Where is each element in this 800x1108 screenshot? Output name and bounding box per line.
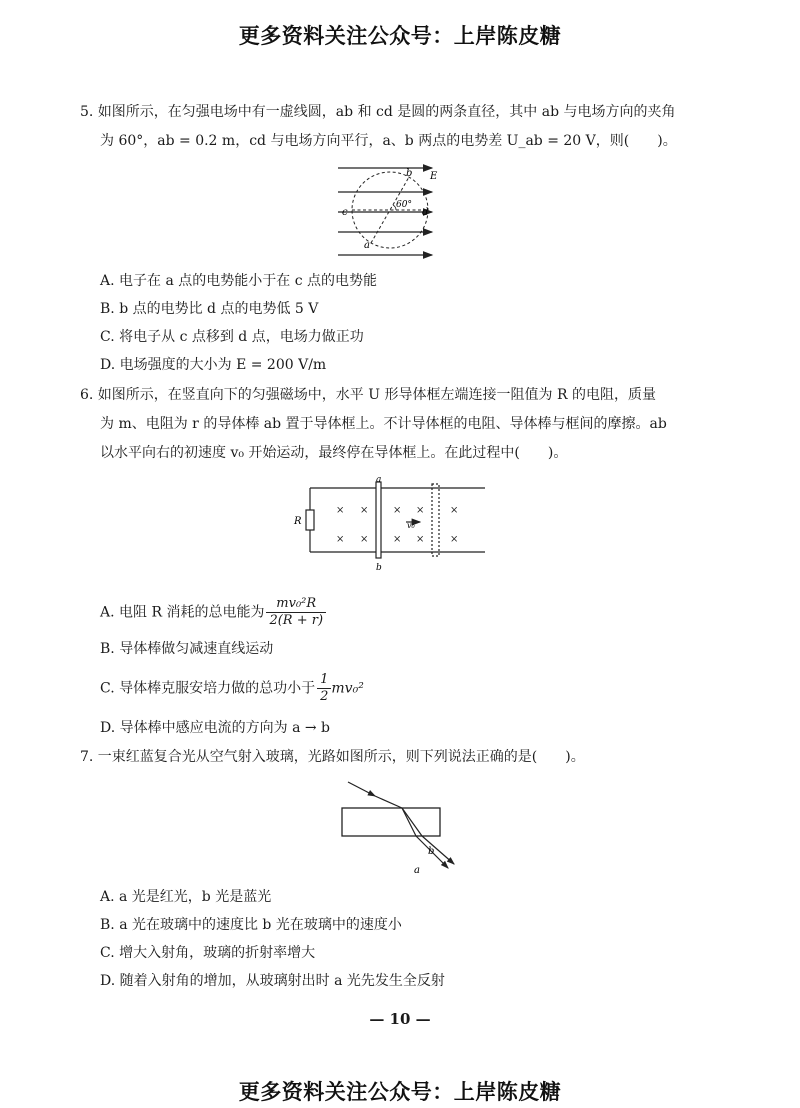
page-number: — 10 — — [369, 1010, 431, 1028]
q6-stem-line1: 6. 如图所示，在竖直向下的匀强磁场中，水平 U 形导体框左端连接一阻值为 R 的电阻，质量 — [80, 387, 656, 403]
header-banner: 更多资料关注公众号：上岸陈皮糖 — [238, 24, 562, 48]
field-x: × — [393, 505, 402, 516]
q6-magnetic-field-figure — [290, 476, 490, 576]
label-a: a — [364, 240, 370, 251]
resistor-R — [306, 510, 314, 530]
half-fraction: $\frac{1}{2}$ — [317, 672, 331, 705]
q6-option-c: C. 导体棒克服安培力做的总功小于 $\frac{1}{2}$ mv₀² — [100, 672, 364, 704]
label-angle: 60° — [396, 200, 412, 210]
q5-option-b: B. b 点的电势比 d 点的电势低 5 V — [100, 301, 319, 317]
q7-option-d: D. 随着入射角的增加，从玻璃射出时 a 光先发生全反射 — [100, 973, 445, 989]
label-R: R — [294, 516, 302, 527]
field-x: × — [360, 534, 369, 545]
q5-electric-field-figure — [330, 160, 450, 260]
q6-option-b: B. 导体棒做匀减速直线运动 — [100, 641, 274, 657]
conductor-rod-ab — [376, 482, 381, 558]
q6-option-a: A. 电阻 R 消耗的总电能为 $\frac{\text{mv₀²R}}{2(R + r)}$ — [100, 596, 326, 629]
field-x: × — [336, 534, 345, 545]
q6-option-d: D. 导体棒中感应电流的方向为 a → b — [100, 720, 331, 736]
final-position-dashed — [432, 484, 439, 556]
q6-stem-line2: 为 m、电阻为 r 的导体棒 ab 置于导体框上。不计导体框的电阻、导体棒与框间的摩擦。ab — [100, 416, 667, 432]
q7-option-a: A. a 光是红光，b 光是蓝光 — [100, 889, 272, 905]
field-x: × — [360, 505, 369, 516]
field-x: × — [336, 505, 345, 516]
q7-refraction-figure — [330, 774, 470, 874]
label-E: E — [430, 171, 438, 182]
q5-option-c: C. 将电子从 c 点移到 d 点，电场力做正功 — [100, 329, 364, 345]
footer-banner: 更多资料关注公众号：上岸陈皮糖 — [238, 1080, 562, 1104]
label-b: b — [376, 563, 382, 573]
label-v0: v₀ — [407, 521, 415, 530]
field-x: × — [450, 534, 459, 545]
label-a: a — [414, 865, 420, 874]
label-a: a — [376, 476, 382, 485]
label-b: b — [428, 846, 435, 857]
q5-stem-line1: 5. 如图所示，在匀强电场中有一虚线圆，ab 和 cd 是圆的两条直径，其中 ab 与电场方向的夹角 — [80, 104, 676, 120]
q7-option-b: B. a 光在玻璃中的速度比 b 光在玻璃中的速度小 — [100, 917, 402, 933]
field-x: × — [393, 534, 402, 545]
q7-option-c: C. 增大入射角，玻璃的折射率增大 — [100, 945, 316, 961]
label-d: d — [422, 207, 429, 218]
energy-fraction: $\frac{\text{mv₀²R}}{2(R + r)}$ — [266, 596, 326, 629]
q5-option-d: D. 电场强度的大小为 E = 200 V/m — [100, 357, 327, 373]
q5-option-a: A. 电子在 a 点的电势能小于在 c 点的电势能 — [100, 273, 377, 289]
label-b: b — [406, 168, 413, 179]
field-x: × — [450, 505, 459, 516]
q5-stem-line2: 为 60°，ab = 0.2 m，cd 与电场方向平行，a、b 两点的电势差 U_ab = 20 V，则( )。 — [100, 133, 677, 149]
q7-stem: 7. 一束红蓝复合光从空气射入玻璃，光路如图所示，则下列说法正确的是( )。 — [80, 749, 585, 765]
label-c: c — [342, 207, 348, 218]
field-x: × — [416, 505, 425, 516]
q6-stem-line3: 以水平向右的初速度 v₀ 开始运动，最终停在导体框上。在此过程中( )。 — [100, 445, 568, 461]
glass-block — [342, 808, 440, 836]
field-x: × — [416, 534, 425, 545]
